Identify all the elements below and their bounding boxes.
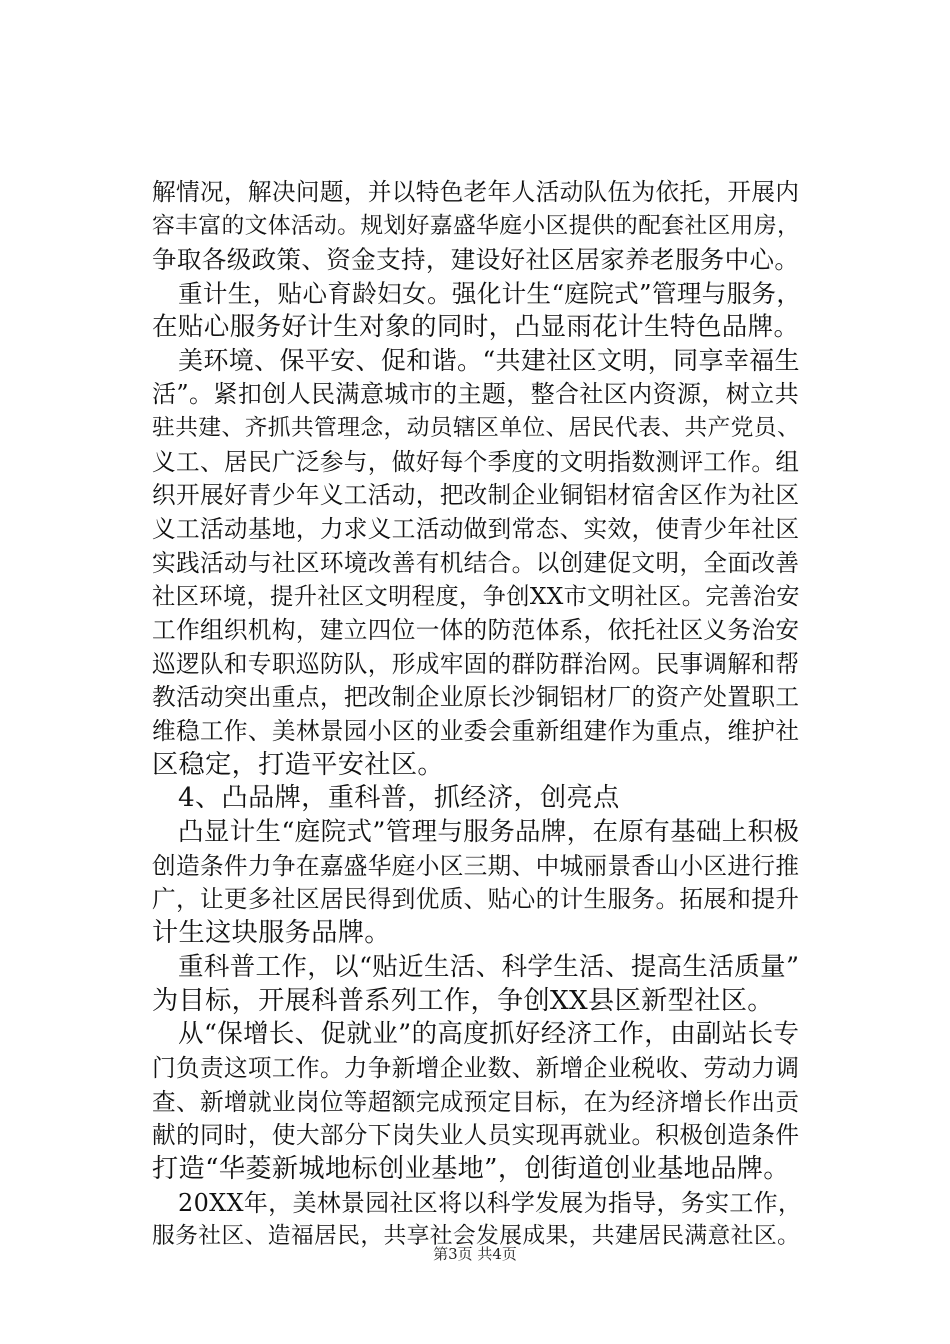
text-line: 维稳工作、美林景园小区的业委会重新组建作为重点，维护社 (152, 717, 800, 745)
text-line: 服务社区、造福居民，共享社会发展成果，共建居民满意社区。 (152, 1223, 801, 1250)
text-line: 打造“华菱新城地标创业基地”，创街道创业基地品牌。 (152, 1153, 790, 1184)
text-line: 献的同时，使大部分下岗失业人员实现再就业。积极创造条件 (152, 1121, 800, 1150)
body-text (152, 176, 802, 1254)
page-footer: 第3页 共4页 (433, 1245, 517, 1263)
text-line: 争取各级政策、资金支持，建设好社区居家养老服务中心。 (152, 245, 800, 275)
text-line: 巡逻队和专职巡防队，形成牢固的群防群治网。民事调解和帮 (152, 649, 800, 678)
text-line: 创造条件力争在嘉盛华庭小区三期、中城丽景香山小区进行推 (152, 851, 800, 880)
text-line: 在贴心服务好计生对象的同时，凸显雨花计生特色品牌。 (152, 311, 800, 342)
text-line: 实践活动与社区环境改善有机结合。以创建促文明，全面改善 (152, 548, 800, 577)
text-line: 义工活动基地，力求义工活动做到常态、实效，使青少年社区 (152, 514, 800, 543)
text-line: 20XX年，美林景园社区将以科学发展为指导，务实工作， (178, 1188, 803, 1217)
text-line: 驻共建、齐抓共管理念，动员辖区单位、居民代表、共产党员、 (152, 414, 801, 441)
text-line: 工作组织机构，建立四位一体的防范体系，依托社区义务治安 (152, 615, 800, 644)
text-line: 容丰富的文体活动。规划好嘉盛华庭小区提供的配套社区用房， (152, 212, 801, 239)
text-line: 广，让更多社区居民得到优质、贴心的计生服务。拓展和提升 (152, 885, 800, 914)
text-line: 计生这块服务品牌。 (152, 918, 391, 949)
text-line: 为目标，开展科普系列工作，争创XX县区新型社区。 (152, 985, 774, 1016)
text-line: 教活动突出重点，把改制企业原长沙铜铝材厂的资产处置职工 (152, 683, 800, 712)
text-line: 解情况，解决问题，并以特色老年人活动队伍为依托，开展内 (152, 178, 800, 206)
text-line: 织开展好青少年义工活动，把改制企业铜铝材宿舍区作为社区 (152, 481, 800, 510)
text-line: 社区环境，提升社区文明程度，争创XX市文明社区。完善治安 (152, 583, 800, 611)
text-line: 活”。紧扣创人民满意城市的主题，整合社区内资源，树立共 (152, 380, 799, 409)
text-line: 区稳定，打造平安社区。 (152, 749, 444, 780)
text-line: 从“保增长、促就业”的高度抓好经济工作，由副站长专 (178, 1019, 800, 1050)
text-line: 重科普工作，以“贴近生活、科学生活、提高生活质量” (178, 951, 800, 982)
text-line: 重计生，贴心育龄妇女。强化计生“庭院式”管理与服务， (178, 279, 802, 309)
text-line: 凸显计生“庭院式”管理与服务品牌，在原有基础上积极 (178, 817, 800, 848)
text-line: 门负责这项工作。力争新增企业数、新增企业税收、劳动力调 (152, 1053, 800, 1082)
text-line: 美环境、保平安、促和谐。“共建社区文明，同享幸福生 (178, 346, 800, 376)
text-line: 查、新增就业岗位等超额完成预定目标，在为经济增长作出贡 (152, 1087, 800, 1116)
text-line: 义工、居民广泛参与，做好每个季度的文明指数测评工作。组 (152, 447, 800, 476)
text-line: 4、凸品牌，重科普，抓经济，创亮点 (178, 783, 620, 814)
